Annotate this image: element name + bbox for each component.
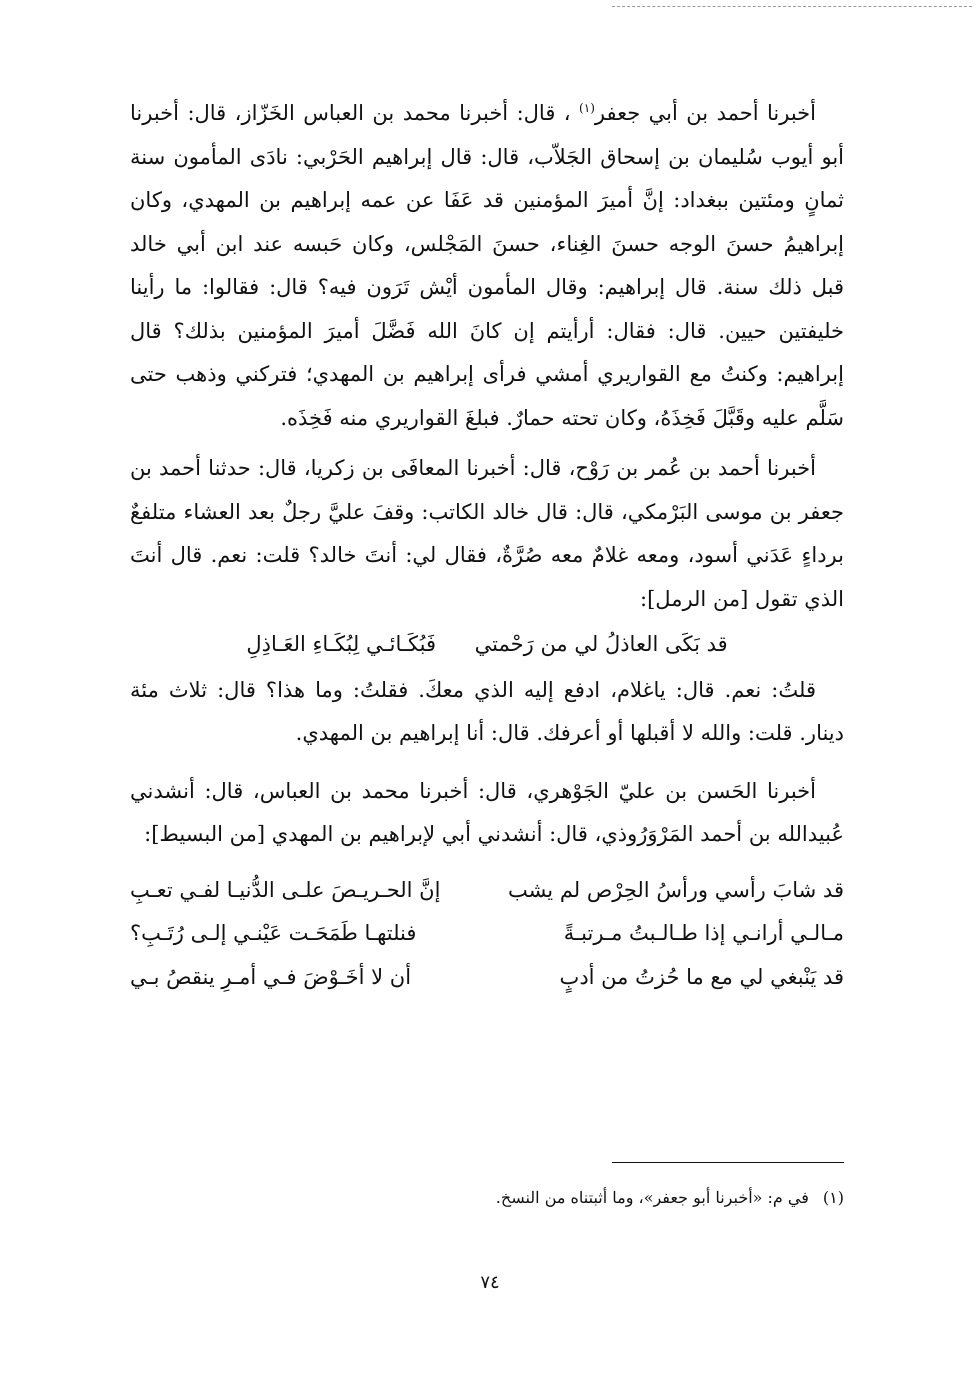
footnote-number: (١) [822, 1188, 844, 1207]
poem-verse-second-hemistich: فنلتهـا طَمَحَـت عَيْنـي إلـى رُتَـبِ؟ [130, 921, 417, 945]
poem-verse-first-hemistich: قد شابَ رأسي ورأسُ الحِرْص لم يشب [507, 877, 844, 902]
verse-1-first-hemistich: قد بَكَى العاذلُ لي من رَحْمتي [474, 632, 728, 656]
paragraph-2: أخبرنا أحمد بن عُمر بن رَوْح، قال: أخبرنا المعافَى بن زكريا، قال: حدثنا أحمد بن جعفر بن موسى البَرْمكي، قال: قال خالد الكاتب: وقفَ عليَّ رجلٌ بعد العشاء متلفعٌ برداءٍ عَدَني أسود، ومعه غلامٌ معه صُرَّةٌ، فقال لي: أنتَ خالد؟ قلت: نعم. قال أنتَ الذي تقول [من الرمل]: [130, 456, 844, 611]
poem-verse-second-hemistich: إنَّ الحـريـصَ علـى الدُّنيـا لفـي تعـبِ [130, 877, 441, 902]
paragraph-1-rest: ، قال: أخبرنا محمد بن العباس الخَزّاز، قال: أخبرنا أبو أيوب سُليمان بن إسحاق الجَلاّب، قال: قال إبراهيم الحَرْبي: نادَى المأمون سنة ثمانٍ ومئتين ببغداد: إنَّ أميرَ المؤمنين قد عَفَا عن عمه إبراهيم بن المهدي، وكان إبراهيمُ حسنَ الوجه حسنَ الغِناء، حسنَ المَجْلس، وكان حَبسه عند ابن أبي خالد قبل ذلك سنة. قال إبراهيم: وقال المأمون أيْش تَرَون فيه؟ قال: فقالوا: ما رأينا خليفتين حيين. قال: فقال: أرأيتم إن كانَ الله فَضَّلَ أميرَ المؤمنين بذلك؟ قال إبراهيم: وكنتُ مع القواريري أمشي فرأى إبراهيم بن المهدي؛ فتركني وذهب حتى سَلَّم عليه وقَبَّلَ فَخِذَهُ، وكان تحته حمارٌ. فبلغَ القواريري منه فَخِذَه. [130, 101, 844, 430]
paragraph-1 [130, 92, 844, 440]
top-border-line [612, 6, 972, 7]
paragraph-4: أخبرنا الحَسن بن عليّ الجَوْهري، قال: أخبرنا محمد بن العباس، قال: أنشدني عُبيدالله بن أحمد المَرْوَرُوذي، قال: أنشدني أبي لإبراهيم بن المهدي [من البسيط]: [130, 778, 844, 846]
page-body [130, 92, 844, 999]
footnote-separator [612, 1162, 844, 1163]
paragraph-1-start: أخبرنا أحمد بن أبي جعفر [594, 101, 816, 125]
footnote [496, 1186, 844, 1210]
poem-verse-first-hemistich: قد يَنْبغي لي مع ما حُزتُ من أدبٍ [559, 964, 844, 989]
page-number: ٧٤ [480, 1272, 500, 1293]
poem-verse [130, 912, 844, 956]
footnote-text: في م: «أخبرنا أبو جعفر»، وما أثبتناه من النسخ. [495, 1188, 809, 1207]
poem-verse-second-hemistich: أن لا أخَـوْضَ فـي أمـرِ ينقصُ بـي [130, 964, 412, 989]
verse-1 [130, 623, 844, 667]
poem-verse-first-hemistich: مـالـي أرانـي إذا طـالـبتُ مـرتبـةً [563, 921, 844, 945]
poem-verse [130, 869, 844, 913]
paragraph-3: قلتُ: نعم. قال: ياغلام، ادفع إليه الذي معكَ. فقلتُ: وما هذا؟ قال: ثلاث مئة دينار. قلت: والله لا أقبلها أو أعرفك. قال: أنا إبراهيم بن المهدي. [130, 677, 844, 745]
poem-verse [130, 956, 844, 1000]
verse-1-second-hemistich: فَبُكَـائـي لِبُكَـاءِ العَـاذِلِ [246, 632, 436, 656]
footnote-ref[interactable]: (١) [579, 101, 595, 115]
poem-block [130, 869, 844, 1000]
